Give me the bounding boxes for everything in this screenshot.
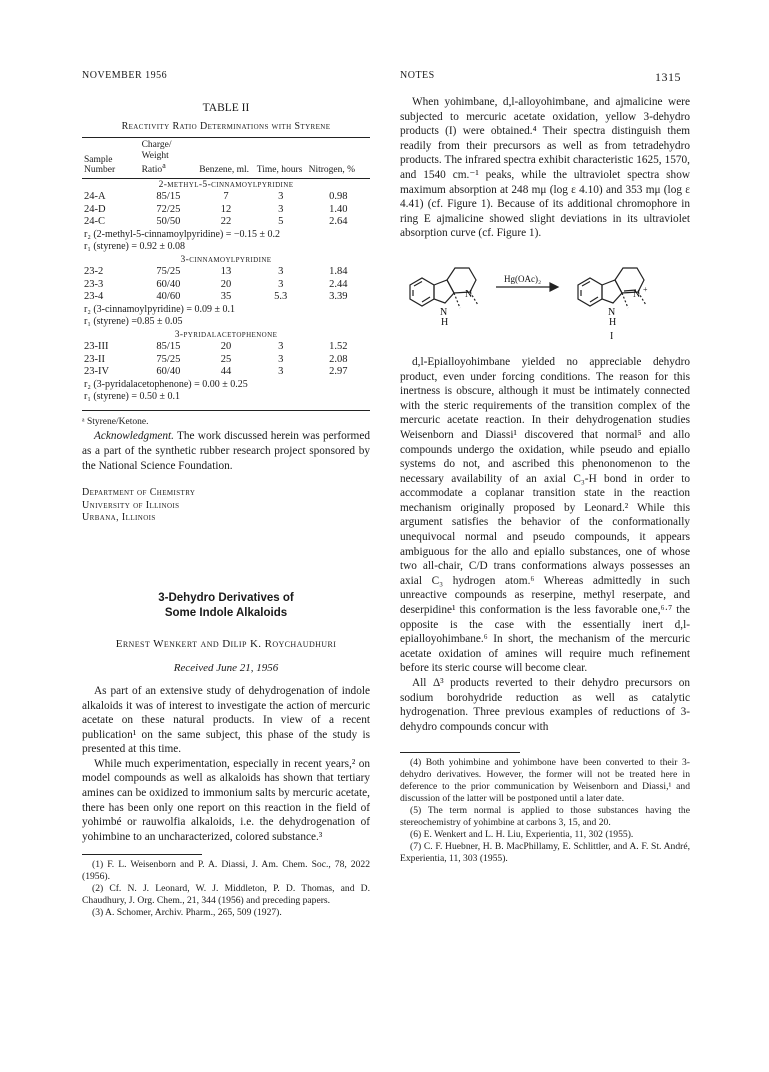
table-cell: 72/25: [156, 203, 181, 215]
table-cell: 1.52: [329, 341, 348, 353]
col-header-sample: Sample Number: [84, 154, 116, 176]
table-note-row: [82, 229, 370, 242]
table-cell: 24-D: [84, 203, 106, 215]
reagent-label: Hg(OAc)₂: [504, 273, 542, 284]
table-group-row: [82, 254, 370, 267]
paragraph: As part of an extensive study of dehydrogenation of indole alkaloids it was of interest to investigate the action of mercuric acetate on these natural products. In view of a recent publication¹ on the same subject, this phase of the study is presented at this time.: [82, 684, 370, 756]
reactivity-ratio-note: r₂ (2-methyl-5-cinnamoylpyridine) = −0.15 ± 0.2: [84, 228, 281, 240]
table-cell: 5: [278, 216, 284, 228]
table-cell: 24-A: [84, 191, 106, 203]
ack-label: Acknowledgment.: [94, 430, 174, 443]
footnote: (3) A. Schomer, Archiv. Pharm., 265, 509 (1927).: [92, 907, 282, 919]
footnote: (2) Cf. N. J. Leonard, W. J. Middleton, P. D. Thomas, and D. Chaudhury, J. Org. Chem., 21, 344 (1956) and preceding papers.: [82, 883, 370, 907]
article-title: [82, 591, 370, 621]
paragraph: When yohimbane, d,l-alloyohimbane, and ajmalicine were subjected to mercuric acetate oxidation, yellow 3-dehydro products (I) were obtained.⁴ Their spectra distinguish them readily from their precursors as well as from tetradehydro products. The infrared spectra exhibit characteristic 1625, 1570, and 1540 cm.⁻¹ peaks, while the ultraviolet spectra show maximum absorption at 248 mμ (log ε 4.10) and 353 mμ (log ε 4.41) (cf. Figure 1). Because of its additional chromophore in ring E ajmalicine showed slight deviations in its ultraviolet absorption curve (cf. Figure 1).: [400, 96, 690, 240]
paragraph: While much experimentation, especially in recent years,² on model compounds as well as alkaloids has shown that tertiary amines can be oxidized to immonium salts by mercuric acetate, there has been only one report on this reaction in the field of yohimbé or rauwolfia alkaloids, i.e. the dehydrogenation of yohimbine to an uncharacterized, colored substance.³: [82, 757, 370, 843]
table-cell: 23-IV: [84, 366, 110, 378]
article-authors: Ernest Wenkert and Dilip K. Roychaudhuri: [115, 637, 337, 650]
table-group-row: [82, 178, 370, 191]
address-line: University of Illinois: [82, 499, 180, 511]
table-cell: 13: [220, 266, 232, 278]
table-cell: 23-4: [84, 291, 104, 303]
reaction-scheme: [400, 253, 690, 341]
table-cell: 75/25: [156, 266, 181, 278]
table-cell: 44: [220, 366, 232, 378]
reactivity-table: [82, 137, 370, 404]
table-row: [82, 191, 370, 204]
table-cell: 75/25: [156, 353, 181, 365]
footnote-rule: [400, 752, 520, 753]
table-cell: 1.40: [329, 203, 348, 215]
iminium-charge: +: [643, 284, 648, 294]
table-row: [82, 366, 370, 379]
col-header-nitrogen: Nitrogen, %: [308, 165, 356, 176]
running-header-date: NOVEMBER 1956: [82, 70, 168, 81]
table-cell: 23-II: [84, 353, 105, 365]
pyrrole-ring-right: [602, 280, 622, 303]
table-row: [82, 341, 370, 354]
table-cell: 2.44: [329, 278, 348, 290]
table-cell: 3.39: [329, 291, 348, 303]
table-group-row: [82, 329, 370, 342]
reactivity-ratio-note: r₁ (styrene) =0.85 ± 0.05: [84, 316, 183, 328]
table-row: [82, 266, 370, 279]
footnote: (4) Both yohimbine and yohimbone have been converted to their 3-dehydro derivatives. However, the former will not be treated here in deference to the prior communication by Weisenborn and Diassi,¹ and discussion of the latter will be postponed until a later date.: [400, 757, 690, 805]
table-cell: 60/40: [156, 278, 181, 290]
table-cell: 25: [220, 353, 232, 365]
table-cell: 3: [278, 353, 284, 365]
footnote: (5) The term normal is applied to those substances having the stereochemistry of yohimbine at carbons 3, 15, and 20.: [400, 805, 690, 829]
paragraph: All Δ³ products reverted to their dehydro precursors on sodium borohydride reduction as well as catalytic hydrogenation. Three previous examples of reductions of 3-dehydro compounds concur with: [400, 677, 690, 733]
footnote-rule: [82, 854, 202, 855]
table-note-row: [82, 241, 370, 254]
col-header-benzene: Benzene, ml.: [199, 165, 250, 176]
table-cell: 2.08: [329, 353, 348, 365]
received-date: Received June 21, 1956: [173, 662, 279, 675]
table-cell: 60/40: [156, 366, 181, 378]
col-header-charge-ratio: [140, 138, 198, 179]
table-cell: 23-3: [84, 278, 104, 290]
table-caption: TABLE II: [202, 102, 250, 114]
table-cell: 35: [220, 291, 232, 303]
table-cell: 7: [223, 191, 229, 203]
pyrrole-ring-left: [434, 280, 454, 303]
table-cell: 2.64: [329, 216, 348, 228]
table-row: [82, 279, 370, 292]
table-group-heading: 3-pyridalacetophenone: [174, 329, 278, 340]
table-group-heading: 3-cinnamoylpyridine: [180, 254, 272, 265]
affiliation-address: [82, 487, 370, 525]
table-cell: 50/50: [156, 216, 181, 228]
running-header-section: NOTES: [400, 70, 435, 81]
table-note-row: [82, 379, 370, 392]
table-cell: 24-C: [84, 216, 105, 228]
table-cell: 2.97: [329, 366, 348, 378]
col-header-charge-ratio-text: Charge/ Weight Ratio: [141, 140, 172, 176]
ack-text: The work discussed herein was performed as a part of the synthetic rubber research project sponsored by the National Science Foundation.: [82, 430, 370, 472]
table-cell: 85/15: [156, 191, 181, 203]
table-note-row: [82, 391, 370, 404]
table-row: [82, 291, 370, 304]
table-cell: 23-III: [84, 341, 109, 353]
right-indole-h: H: [609, 316, 617, 328]
table-cell: 23-2: [84, 266, 104, 278]
table-cell: 3: [278, 278, 284, 290]
table-header-row: [82, 138, 370, 179]
article-title-line-1: 3-Dehydro Derivatives of: [158, 591, 294, 604]
table-row: [82, 354, 370, 367]
left-ring-n: N: [465, 288, 473, 300]
col-header-charge-ratio-sup: a: [162, 161, 166, 171]
right-column: [400, 95, 690, 865]
table-group-heading: 2-methyl-5-cinnamoylpyridine: [158, 179, 294, 190]
table-note-row: [82, 304, 370, 317]
table-cell: 1.84: [329, 266, 348, 278]
table-row: [82, 204, 370, 217]
table-cell: 3: [278, 191, 284, 203]
table-body: [82, 178, 370, 404]
table-cell: 22: [220, 216, 232, 228]
table-cell: 5.3: [274, 291, 288, 303]
right-ring-n: N: [633, 288, 641, 300]
table-cell: 3: [278, 341, 284, 353]
reactivity-ratio-note: r₁ (styrene) = 0.50 ± 0.1: [84, 391, 180, 403]
reactivity-ratio-note: r₁ (styrene) = 0.92 ± 0.08: [84, 241, 185, 253]
left-indole-h: H: [441, 316, 449, 328]
table-cell: 3: [278, 203, 284, 215]
footnote: (1) F. L. Weisenborn and P. A. Diassi, J. Am. Chem. Soc., 78, 2022 (1956).: [82, 859, 370, 883]
table-note-row: [82, 316, 370, 329]
table-row: [82, 216, 370, 229]
paragraph: d,l-Epialloyohimbane yielded no appreciable dehydro product, even under forcing conditions. The reason for this inertness is obscure, although it must be intimately connected with the steric requirements of the transition complex of the mercuric acetate reaction. In their dehydrogenation studies Weisenborn and Diassi¹ discovered that normal⁵ and allo compounds undergo the oxidation, while pseudo and epiallo systems do not, and ascribed this phenonomenon to the necessary availability of an axial C₃-H bond in order to accommodate a coplanar transition state in the reaction mechanism originally proposed by Leonard.² While this argument satisfies the behavior of the conformationally unequivocal normal and pseudo compounds, it appears ambiguous for the allo and epiallo substances, one of whose two all-chair, C/D trans conformations always possesses an axial C₃ hydrogen atom.⁶ Whereas admittedly in such unreactive compounds as reserpine, methyl reserpate, and deserpidine¹ this conformation is the less favorable one,⁶·⁷ the opposite is the case with the essentially inert d,l-epialloyohimbane.⁶ In short, the mechanism of the mercuric acetate oxidation of amines will require much refinement before its steric course will become clear.: [400, 355, 690, 675]
table-cell: 3: [278, 366, 284, 378]
reactivity-ratio-note: r₂ (3-pyridalacetophenone) = 0.00 ± 0.25: [84, 378, 248, 390]
table-cell: 0.98: [329, 191, 348, 203]
reactivity-ratio-note: r₂ (3-cinnamoylpyridine) = 0.09 ± 0.1: [84, 303, 235, 315]
table-subtitle: Reactivity Ratio Determinations with Styrene: [121, 120, 331, 132]
article-title-line-2: Some Indole Alkaloids: [164, 606, 288, 619]
table-cell: 12: [220, 203, 232, 215]
address-line: Department of Chemistry: [82, 487, 196, 499]
acknowledgment: [82, 429, 370, 473]
address-line: Urbana, Illinois: [82, 512, 156, 524]
page-number: 1315: [655, 70, 681, 84]
footnote: (7) C. F. Huebner, H. B. MacPhillamy, E. Schlittler, and A. F. St. André, Experientia, 11, 303 (1955).: [400, 841, 690, 865]
right-indole-n: N: [608, 306, 616, 318]
col-header-time: Time, hours: [256, 165, 303, 176]
table-cell: 40/60: [156, 291, 181, 303]
compound-label: I: [610, 330, 614, 341]
left-column: [82, 95, 370, 919]
table-cell: 20: [220, 278, 232, 290]
table-footnote: ᵃ Styrene/Ketone.: [82, 410, 370, 430]
reaction-scheme-drawing: [400, 253, 690, 341]
footnote: (6) E. Wenkert and L. H. Liu, Experientia, 11, 302 (1955).: [410, 829, 634, 841]
table-cell: 20: [220, 341, 232, 353]
table-cell: 85/15: [156, 341, 181, 353]
table-cell: 3: [278, 266, 284, 278]
left-indole-n: N: [440, 306, 448, 318]
